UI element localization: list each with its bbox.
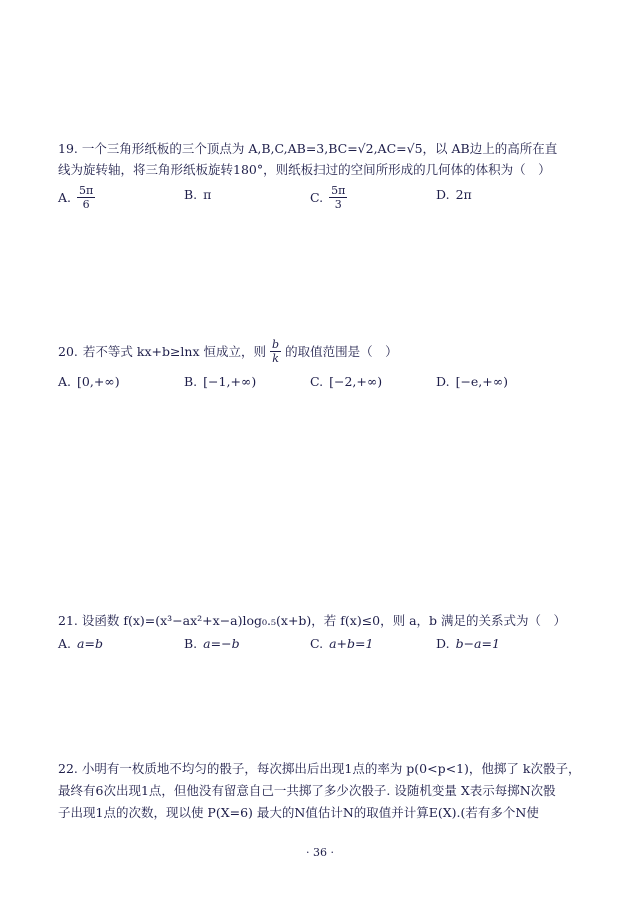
option-d[interactable]	[436, 633, 500, 654]
option-label: B.	[184, 636, 198, 651]
question-text-line: 小明有一枚质地不均匀的骰子，每次掷出后出现1点的率为 p(0<p<1)，他掷了 k次骰子，	[81, 761, 581, 776]
option-b[interactable]	[184, 184, 211, 205]
question-22-stem	[58, 758, 598, 824]
question-19	[58, 138, 598, 214]
fraction-denominator: 3	[334, 198, 342, 211]
question-text-line: 子出现1点的次数，现以使 P(X=6) 最大的N值估计N的取值并计算E(X).(若有多个N使	[58, 805, 539, 820]
option-text: a=−b	[203, 636, 240, 651]
question-19-stem	[58, 138, 598, 180]
question-21-stem	[58, 610, 598, 631]
fraction-denominator: 6	[82, 198, 90, 211]
fraction-numerator: 5π	[331, 184, 346, 197]
option-label: B.	[184, 187, 198, 202]
question-number: 19.	[58, 141, 78, 156]
question-number: 20.	[58, 344, 78, 359]
option-a[interactable]	[58, 371, 120, 392]
option-c[interactable]	[310, 633, 373, 654]
inline-fraction	[270, 338, 281, 365]
option-text: [−2,+∞)	[329, 374, 383, 389]
option-text: a+b=1	[329, 636, 374, 651]
option-label: D.	[436, 636, 450, 651]
option-label: D.	[436, 187, 450, 202]
page-number: · 36 ·	[306, 846, 334, 859]
option-label: C.	[310, 190, 324, 205]
question-19-options	[58, 184, 598, 214]
question-21	[58, 610, 598, 655]
question-20-options	[58, 371, 598, 401]
option-label: D.	[436, 374, 450, 389]
option-text: [−e,+∞)	[455, 374, 509, 389]
option-fraction	[77, 184, 95, 211]
option-d[interactable]	[436, 184, 472, 205]
option-label: A.	[58, 374, 72, 389]
option-label: A.	[58, 636, 72, 651]
question-text-line: 一个三角形纸板的三个顶点为 A,B,C,AB=3,BC=√2,AC=√5，以 AB边上的高所在直	[81, 141, 558, 156]
question-20	[58, 338, 598, 401]
question-21-options	[58, 633, 598, 655]
option-text: [−1,+∞)	[203, 374, 257, 389]
option-label: B.	[184, 374, 198, 389]
option-a[interactable]	[58, 633, 103, 654]
question-22	[58, 758, 598, 824]
question-text-line: 线为旋转轴，将三角形纸板旋转180°，则纸板扫过的空间所形成的几何体的体积为（ ）	[58, 162, 551, 177]
option-b[interactable]	[184, 371, 256, 392]
option-text: 2π	[455, 187, 472, 202]
option-b[interactable]	[184, 633, 240, 654]
option-text: b−a=1	[455, 636, 500, 651]
fraction-numerator: 5π	[79, 184, 94, 197]
question-text-line: 的取值范围是（ ）	[285, 344, 398, 359]
option-label: A.	[58, 190, 72, 205]
option-label: C.	[310, 636, 324, 651]
option-text: [0,+∞)	[77, 374, 120, 389]
question-number: 21.	[58, 613, 78, 628]
question-text-line: 设函数 f(x)=(x³−ax²+x−a)log₀.₅(x+b)，若 f(x)≤0，则 a，b 满足的关系式为（ ）	[81, 613, 567, 628]
option-label: C.	[310, 374, 324, 389]
option-text: a=b	[77, 636, 103, 651]
fraction-denominator: k	[272, 352, 279, 365]
question-text-line: 若不等式 kx+b≥lnx 恒成立，则	[82, 344, 267, 359]
question-text-line: 最终有6次出现1点，但他没有留意自己一共掷了多少次骰子. 设随机变量 X表示每掷N次骰	[58, 783, 556, 798]
option-text: π	[203, 187, 212, 202]
option-a[interactable]	[58, 184, 95, 211]
option-c[interactable]	[310, 184, 347, 211]
fraction-numerator: b	[272, 338, 280, 351]
question-20-stem	[58, 338, 598, 365]
option-c[interactable]	[310, 371, 382, 392]
question-number: 22.	[58, 761, 78, 776]
option-fraction	[329, 184, 347, 211]
option-d[interactable]	[436, 371, 508, 392]
